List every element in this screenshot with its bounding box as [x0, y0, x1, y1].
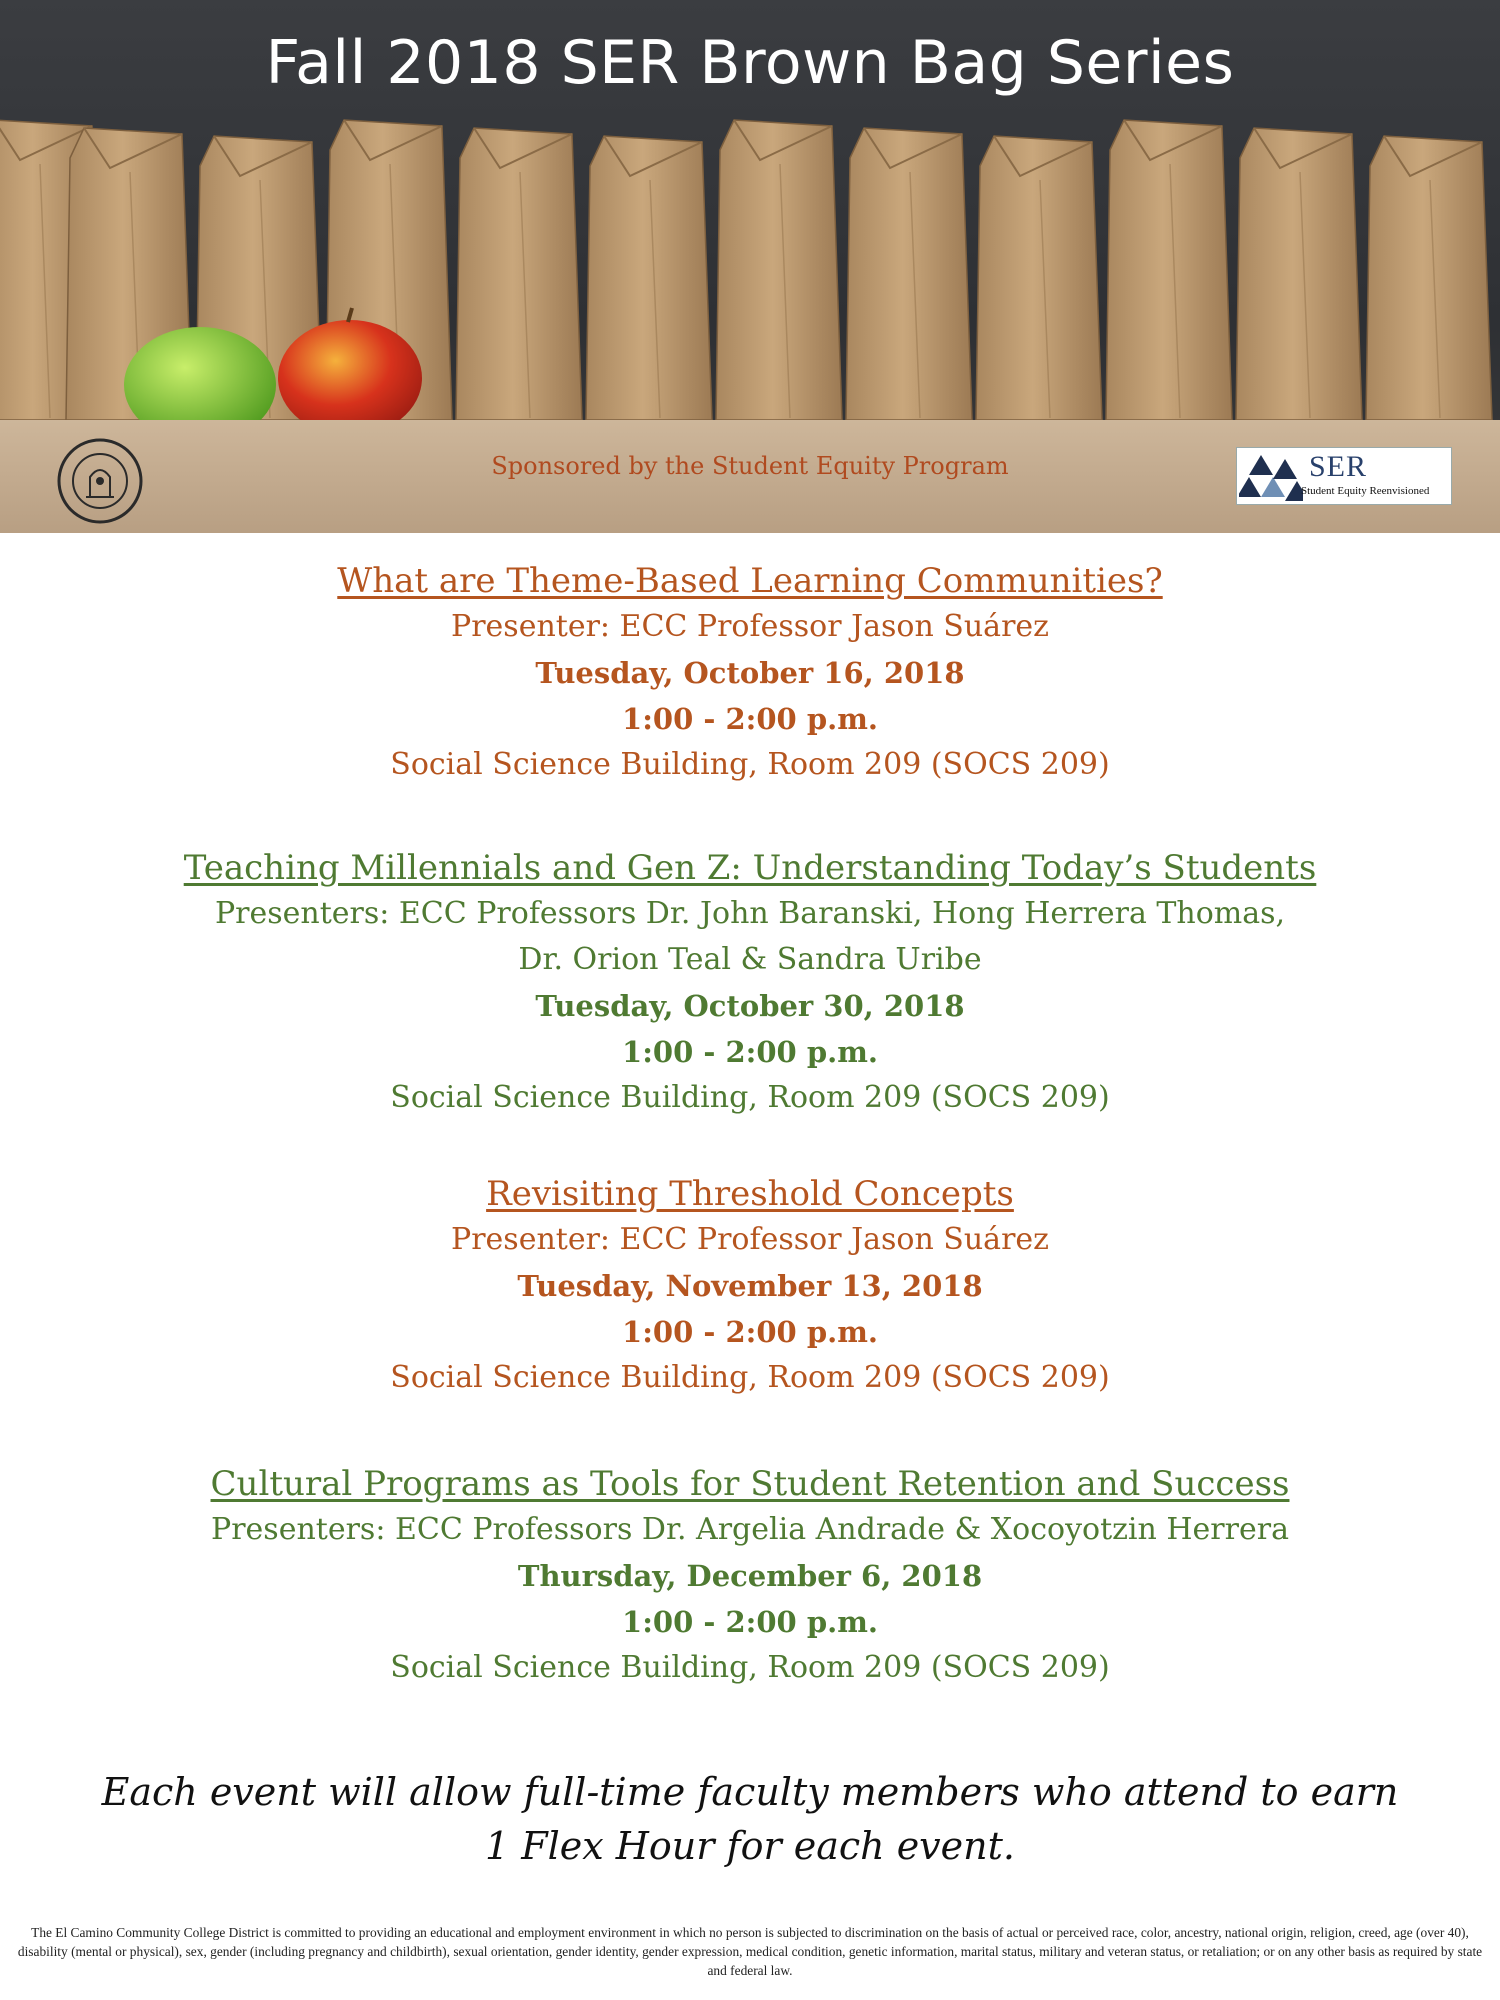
sponsor-text: Sponsored by the Student Equity Program — [491, 452, 1009, 480]
page-title: Fall 2018 SER Brown Bag Series — [265, 28, 1235, 98]
ser-triangles-icon — [1239, 449, 1303, 503]
flex-note-line: 1 Flex Hour for each event. — [485, 1824, 1015, 1868]
event-title: Revisiting Threshold Concepts — [486, 1174, 1014, 1214]
flex-hour-note — [0, 1765, 1500, 1873]
paper-bag — [1106, 120, 1232, 420]
event-time: 1:00 - 2:00 p.m. — [622, 702, 878, 736]
event-title: Teaching Millennials and Gen Z: Understanding Today’s Students — [183, 848, 1317, 888]
header-banner — [0, 0, 1500, 533]
event-presenter: Presenter: ECC Professor Jason Suárez — [451, 609, 1049, 644]
event-date: Tuesday, October 16, 2018 — [535, 656, 965, 690]
event-block — [0, 558, 1500, 788]
ser-logo — [1236, 447, 1452, 505]
event-title: What are Theme-Based Learning Communities? — [337, 561, 1163, 601]
paper-bag — [846, 128, 972, 420]
event-title: Cultural Programs as Tools for Student Retention and Success — [210, 1464, 1290, 1504]
event-presenter: Presenters: ECC Professors Dr. Argelia Andrade & Xocoyotzin Herrera — [211, 1512, 1289, 1547]
event-block — [0, 1461, 1500, 1691]
event-block — [0, 845, 1500, 1121]
paper-bag — [1366, 136, 1492, 420]
event-time: 1:00 - 2:00 p.m. — [622, 1605, 878, 1639]
paper-bag — [1236, 128, 1362, 420]
paper-bag — [586, 136, 712, 420]
event-block — [0, 1171, 1500, 1401]
event-location: Social Science Building, Room 209 (SOCS 209) — [390, 747, 1110, 782]
el-camino-college-seal — [56, 437, 144, 525]
event-date: Tuesday, November 13, 2018 — [517, 1269, 983, 1303]
event-presenter: Presenters: ECC Professors Dr. John Baranski, Hong Herrera Thomas, — [214, 896, 1286, 931]
event-time: 1:00 - 2:00 p.m. — [622, 1315, 878, 1349]
event-location: Social Science Building, Room 209 (SOCS 209) — [390, 1650, 1110, 1685]
event-presenter: Presenter: ECC Professor Jason Suárez — [451, 1222, 1049, 1257]
red-apple — [278, 320, 422, 436]
event-presenter: Dr. Orion Teal & Sandra Uribe — [518, 942, 982, 977]
paper-bag — [976, 136, 1102, 420]
ser-logo-subtitle: Student Equity Reenvisioned — [1301, 485, 1430, 497]
event-date: Tuesday, October 30, 2018 — [535, 989, 965, 1023]
paper-bag — [456, 128, 582, 420]
event-location: Social Science Building, Room 209 (SOCS 209) — [390, 1080, 1110, 1115]
event-date: Thursday, December 6, 2018 — [517, 1559, 983, 1593]
ser-logo-word: SER — [1309, 450, 1368, 483]
event-location: Social Science Building, Room 209 (SOCS 209) — [390, 1360, 1110, 1395]
nondiscrimination-disclaimer: The El Camino Community College District is committed to providing an educational and employment environment in which no person is subjected to discrimination on the basis of actual or perceived race, color, ancestry, national origin, religion, creed, age (over 40), disability (mental or physical), sex, gender (including pregnancy and childbirth), sexual orientation, gender identity, gender expression, medical condition, genetic information, marital status, military and veteran status, or retaliation; or on any other basis as required by state and federal law. — [17, 1925, 1483, 1978]
event-time: 1:00 - 2:00 p.m. — [622, 1035, 878, 1069]
flex-note-line: Each event will allow full-time faculty members who attend to earn — [101, 1770, 1399, 1814]
paper-bag — [716, 120, 842, 420]
